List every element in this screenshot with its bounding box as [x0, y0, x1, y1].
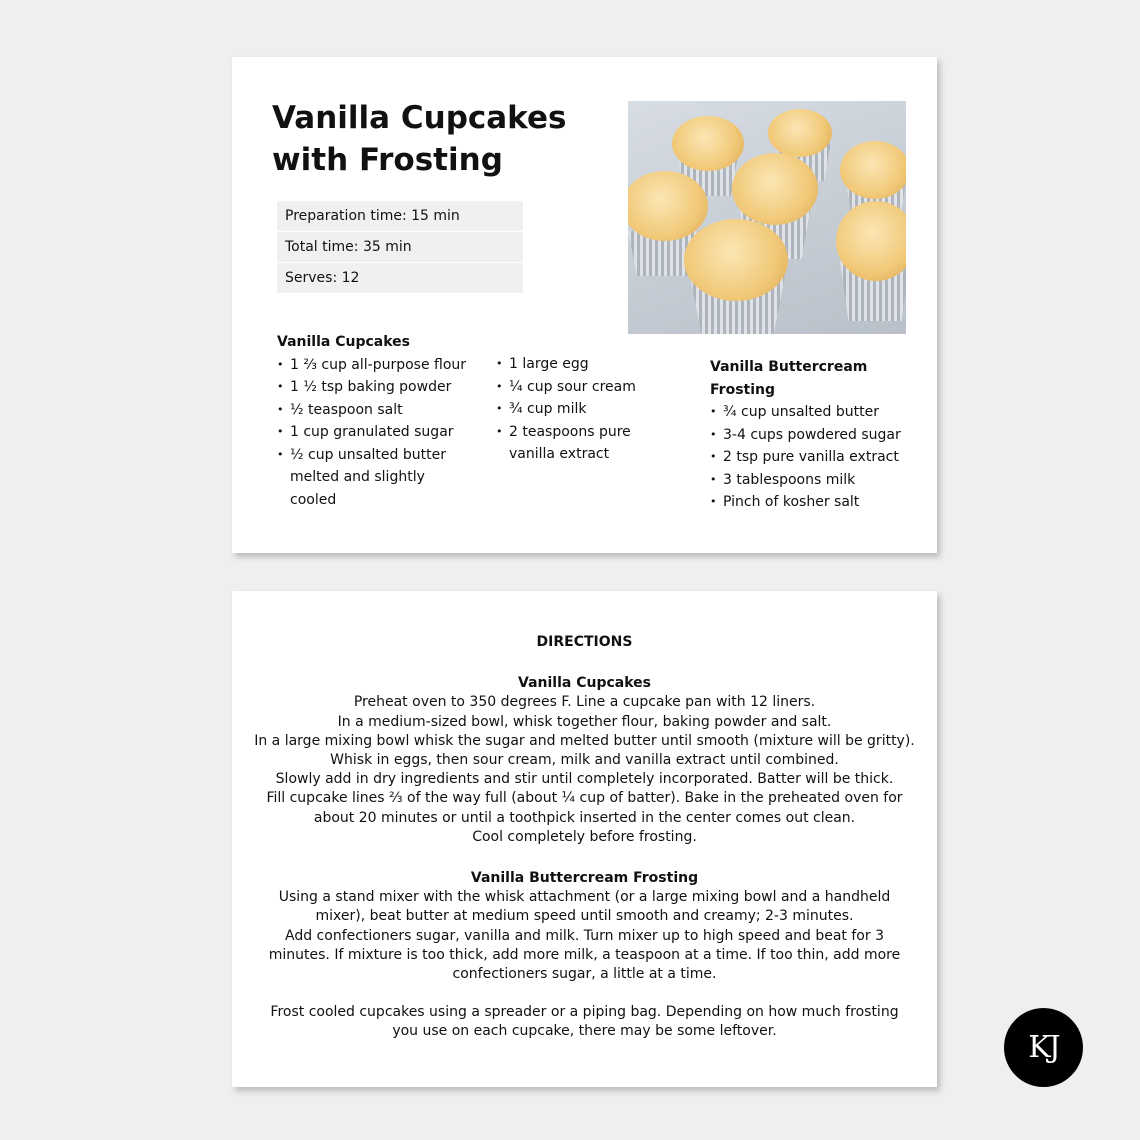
recipe-card-directions: [232, 591, 937, 1087]
ingredient: • 3 tablespoons milk: [710, 469, 910, 492]
ingredient: • 1 cup granulated sugar: [277, 421, 477, 444]
prep-time: Preparation time: 15 min: [277, 201, 523, 231]
frosting-directions-heading: Vanilla Buttercream Frosting: [470, 870, 699, 887]
direction-line: Preheat oven to 350 degrees F. Line a cupcake pan with 12 liners.: [353, 694, 816, 711]
cupcake-ingredients-col1: [277, 331, 477, 511]
direction-line: In a medium-sized bowl, whisk together flour, baking powder and salt.: [337, 713, 832, 730]
kj-logo: KJ: [1004, 1008, 1083, 1087]
direction-line: Cool completely before frosting.: [472, 828, 697, 845]
serves: Serves: 12: [277, 263, 523, 293]
cupcakes-photo: [628, 101, 906, 334]
ingredient: • ½ cup unsalted butter melted and slightly cooled: [277, 444, 452, 512]
frosting-heading: Vanilla Buttercream Frosting: [710, 359, 868, 398]
direction-line: Frost cooled cupcakes using a spreader or a piping bag. Depending on how much frosting: [270, 1004, 899, 1021]
recipe-card-front: [232, 57, 937, 553]
frosting-ingredients: [710, 356, 910, 514]
ingredient: • ¼ cup sour cream: [496, 376, 686, 399]
direction-line: confectioners sugar, a little at a time.: [452, 966, 717, 983]
direction-line: Add confectioners sugar, vanilla and milk. Turn mixer up to high speed and beat for 3: [285, 927, 884, 944]
direction-line: about 20 minutes or until a toothpick inserted in the center comes out clean.: [313, 809, 856, 826]
total-time: Total time: 35 min: [277, 232, 523, 262]
ingredient: • 1 ⅔ cup all-purpose flour: [277, 354, 477, 377]
ingredient: • ½ teaspoon salt: [277, 399, 477, 422]
cupcake-ingredients-col2: [496, 353, 686, 466]
directions: [232, 633, 937, 1042]
ingredient: • ¾ cup milk: [496, 398, 686, 421]
direction-line: mixer), beat butter at medium speed until smooth and creamy; 2-3 minutes.: [315, 908, 854, 925]
recipe-title: Vanilla Cupcakes with Frosting: [272, 100, 567, 178]
direction-line: you use on each cupcake, there may be some leftover.: [392, 1023, 777, 1040]
ingredient: • 1 ½ tsp baking powder: [277, 376, 477, 399]
ingredient: • 2 teaspoons pure vanilla extract: [496, 421, 681, 466]
recipe-meta: [277, 201, 523, 294]
ingredient: • 3-4 cups powdered sugar: [710, 424, 910, 447]
cupcakes-directions-heading: Vanilla Cupcakes: [518, 675, 651, 692]
cupcakes-heading: Vanilla Cupcakes: [277, 334, 410, 350]
direction-line: Whisk in eggs, then sour cream, milk and vanilla extract until combined.: [330, 752, 839, 769]
ingredient: • 1 large egg: [496, 353, 686, 376]
ingredient: • Pinch of kosher salt: [710, 491, 910, 514]
ingredient: • ¾ cup unsalted butter: [710, 401, 910, 424]
direction-line: minutes. If mixture is too thick, add more milk, a teaspoon at a time. If too thin, add more: [268, 946, 901, 963]
direction-line: Using a stand mixer with the whisk attachment (or a large mixing bowl and a handheld: [278, 889, 891, 906]
ingredient: • 2 tsp pure vanilla extract: [710, 446, 910, 469]
direction-line: In a large mixing bowl whisk the sugar and melted butter until smooth (mixture will be gritty).: [254, 732, 915, 749]
directions-heading: DIRECTIONS: [536, 634, 633, 650]
direction-line: Fill cupcake lines ⅔ of the way full (about ¼ cup of batter). Bake in the preheated oven for: [266, 790, 903, 807]
direction-line: Slowly add in dry ingredients and stir until completely incorporated. Batter will be thick.: [275, 771, 894, 788]
